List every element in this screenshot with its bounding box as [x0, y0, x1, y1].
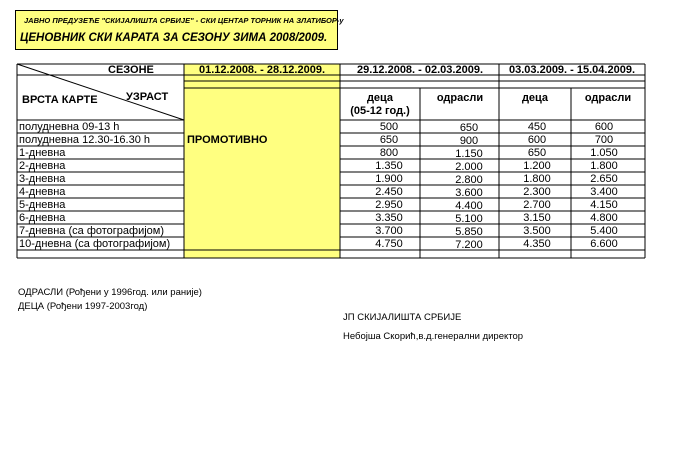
- p2-adults-price: 3.600: [455, 187, 483, 199]
- row-name: 7-дневна (са фотографијом): [19, 225, 165, 237]
- p3-children-price: 600: [527, 134, 547, 146]
- row-name: 4-дневна: [19, 186, 66, 198]
- p3-adults-price: 700: [594, 134, 614, 146]
- promo-label: ПРОМОТИВНО: [187, 134, 268, 146]
- p3-adults-header: одрасли: [584, 92, 632, 104]
- p2-children-header: деца: [366, 92, 394, 104]
- row-name: 3-дневна: [19, 173, 66, 185]
- row-name: 6-дневна: [19, 212, 66, 224]
- row-name: полудневна 12.30-16.30 h: [19, 134, 150, 146]
- company-line: ЈАВНО ПРЕДУЗЕЋЕ "СКИЈАЛИШТА СРБИЈЕ" - СКИ ЦЕНТАР ТОРНИК НА ЗЛАТИБОР-у: [24, 16, 344, 25]
- age-label: УЗРАСТ: [126, 91, 169, 103]
- p2-adults-price: 900: [459, 135, 479, 147]
- p3-adults-price: 1.800: [590, 160, 618, 172]
- p2-children-price: 2.950: [375, 199, 403, 211]
- season-label: СЕЗОНЕ: [108, 64, 154, 76]
- p2-children-price: 500: [379, 121, 399, 133]
- children-note: ДЕЦА (Рођени 1997-2003год): [18, 301, 148, 312]
- p2-children-price: 650: [379, 134, 399, 146]
- row-name: полудневна 09-13 h: [19, 121, 120, 133]
- p2-adults-price: 5.100: [455, 213, 483, 225]
- p3-adults-price: 6.600: [590, 238, 618, 250]
- p3-children-price: 3.150: [523, 212, 551, 224]
- p3-children-price: 650: [527, 147, 547, 159]
- p3-children-price: 450: [527, 121, 547, 133]
- row-name: 10-дневна (са фотографијом): [19, 238, 171, 250]
- p2-adults-price: 1.150: [455, 148, 483, 160]
- p2-adults-price: 2.000: [455, 161, 483, 173]
- period-2: 29.12.2008. - 02.03.2009.: [357, 64, 483, 76]
- p3-children-price: 1.800: [523, 173, 551, 185]
- p2-adults-header: одрасли: [436, 92, 484, 104]
- p3-children-price: 3.500: [523, 225, 551, 237]
- p3-children-price: 2.300: [523, 186, 551, 198]
- period-3: 03.03.2009. - 15.04.2009.: [509, 64, 635, 76]
- p2-children-price: 4.750: [375, 238, 403, 250]
- p3-adults-price: 5.400: [590, 225, 618, 237]
- p3-children-price: 1.200: [523, 160, 551, 172]
- adults-note: ОДРАСЛИ (Рођени у 1996год. или раније): [18, 287, 202, 298]
- p3-children-price: 2.700: [523, 199, 551, 211]
- period-1: 01.12.2008. - 28.12.2009.: [199, 64, 325, 76]
- p3-adults-price: 3.400: [590, 186, 618, 198]
- p2-adults-price: 7.200: [455, 239, 483, 251]
- p2-children-price: 1.350: [375, 160, 403, 172]
- promo-column-fill: [184, 64, 340, 258]
- p3-adults-price: 4.800: [590, 212, 618, 224]
- p3-adults-price: 600: [594, 121, 614, 133]
- p3-children-price: 4.350: [523, 238, 551, 250]
- row-name: 2-дневна: [19, 160, 66, 172]
- row-name: 5-дневна: [19, 199, 66, 211]
- p2-children-price: 1.900: [375, 173, 403, 185]
- p2-adults-price: 4.400: [455, 200, 483, 212]
- signature-person: Небојша Скорић,в.д.генерални директор: [343, 331, 524, 342]
- p2-children-price: 2.450: [375, 186, 403, 198]
- p2-children-price: 3.700: [375, 225, 403, 237]
- p2-children-price: 3.350: [375, 212, 403, 224]
- p3-adults-price: 2.650: [590, 173, 618, 185]
- card-type-label: ВРСТА КАРТЕ: [22, 94, 98, 106]
- row-name: 1-дневна: [19, 147, 66, 159]
- signature-org: ЈП СКИЈАЛИШТА СРБИЈЕ: [343, 312, 462, 323]
- p3-children-header: деца: [521, 92, 549, 104]
- p3-adults-price: 1.050: [590, 147, 618, 159]
- p2-adults-price: 2.800: [455, 174, 483, 186]
- p2-children-price: 800: [379, 147, 399, 159]
- price-list-title: ЦЕНОВНИК СКИ КАРАТА ЗА СЕЗОНУ ЗИМА 2008/2009.: [20, 32, 328, 44]
- p3-adults-price: 4.150: [590, 199, 618, 211]
- p2-adults-price: 650: [459, 122, 479, 134]
- p2-adults-price: 5.850: [455, 226, 483, 238]
- p2-children-age: (05-12 год.): [350, 105, 410, 117]
